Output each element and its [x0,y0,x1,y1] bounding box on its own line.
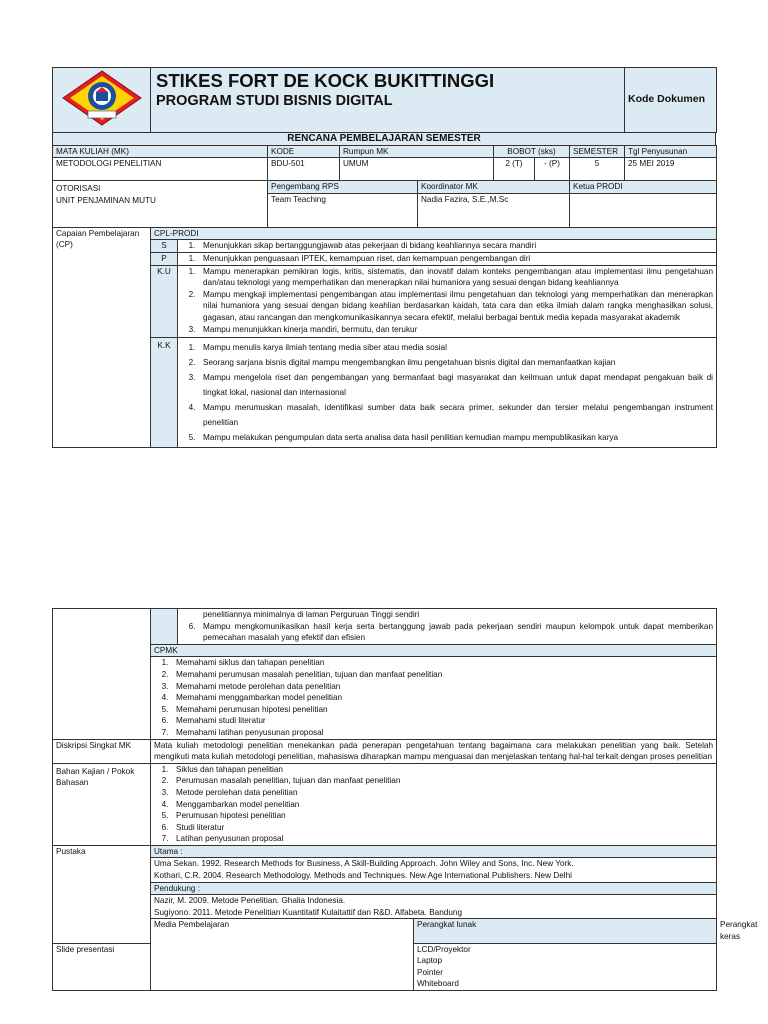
pustaka-pendukung-label: Pendukung : [151,882,717,895]
list-item-number: 5. [161,811,169,821]
list-item-number [181,609,203,621]
list-item-text: Studi literatur [176,822,225,832]
list-item-number: 2. [188,358,196,368]
detail-table: Diskripsi Singkat MK Mata kuliah metodologi penelitian menekankan pada penerapan pengetahuan tentang bagaimana cara melakukan penelitian yang baik. Setelah mengikuti mata kuliah metodologi penelitian, mahasiswa diharapkan mampu menguasai dan menjelaskan tentang hal-hal terkait dengan proses penelitian Bahan Kajian / Pokok Bahasan 1. Siklus dan tahapan penelitian 2. Perumusan masalah penelitian, tujuan dan manfaat penelitian 3. Metode perolehan data penelitian 4. Menggambarkan model penelitian 5. Perumusan hipotesi penelitian 6. Studi literatur 7. Latihan penyusunan proposal Pustaka Utama : Uma Sekan. 1992. Research Methods for Business, A Skill-Building Approach. John Wiley and Sons, Inc. New York. Kothari, C.R. 2004. Research Methodology. Methods and Techniques. New Age International Publishers. New Delhi Pendukung : Nazir, M. 2009. Metode Penelitian. Ghalia Indonesia. Sugiyono. 2011. Metode Penelitian Kuantitatif Kulaitattif dan R&D. Alfabeta. Bandung Media Pembelajaran Perangkat lunak Perangkat keras Slide presentasi LCD/Proyektor Laptop Pointer Whiteboard [52,739,717,991]
list-item-text: Mampu menulis karya ilmiah tentang media siber atau media sosial [203,343,447,353]
pustaka-utama-1: Uma Sekan. 1992. Research Methods for Business, A Skill-Building Approach. John Wiley and Sons, Inc. New York. [154,859,574,869]
list-item-number: 5. [188,433,196,443]
label-semester: SEMESTER [570,145,625,158]
list-item [154,787,713,799]
value-rumpun: UMUM [340,158,494,181]
otorisasi-unit: UNIT PENJAMINAN MUTU [56,195,156,205]
list-item-text: Memahami perumusan masalah penelitian, tujuan dan manfaat penelitian [176,669,443,679]
value-pengembang: Team Teaching [268,193,418,227]
media-keras-cell [414,943,717,990]
doc-code-label: Kode Dokumen [625,68,717,133]
list-item-text: Memahami metode perolehan data penelitian [176,681,341,691]
program-name: PROGRAM STUDI BISNIS DIGITAL [156,93,393,109]
list-item-number: 4. [161,693,169,703]
list-item-number: 1. [161,658,169,668]
ku-label: K.U [151,265,178,338]
cp-table [52,227,717,448]
media-keras-1: LCD/Proyektor [417,944,471,954]
list-item-text: Mampu mengkomunikasikan hasil kerja serta bertanggung jawab pada pekerjaan sendiri maupun kelompok untuk dapat memberikan pemecahan masalah yang efektif dan efisien [203,621,713,643]
institution-logo [62,70,142,126]
logo-cell [53,68,151,133]
list-item-text: Mampu menunjukkan kinerja mandiri, bermutu, dan terukur [203,324,418,334]
list-item-text: Memahami siklus dan tahapan penelitian [176,658,325,668]
label-tgl-penyusunan: Tgl Penyusunan [625,145,717,158]
media-label: Media Pembelajaran [151,919,414,991]
s-label: S [151,240,178,253]
list-item [154,681,713,693]
list-item-number: 3. [188,324,196,334]
deskripsi-text: Mata kuliah metodologi penelitian menekankan pada penerapan pengetahuan tentang bagaimana cara melakukan penelitian yang baik. Setelah mengikuti mata kuliah metodologi penelitian, mahasiswa diharapkan mampu menguasai dan menjelaskan tentang hal-hal terkait dengan proses penelitian [151,739,717,763]
list-item-number: 1. [188,266,196,276]
list-item-number: 5. [161,704,169,714]
label-mata-kuliah: MATA KULIAH (MK) [53,145,268,158]
header-table [52,67,717,133]
list-item-number: 6. [161,822,169,832]
pustaka-pendukung [151,895,717,919]
list-item-text: Mampu menerapkan pemikiran logis, kritis, sistematis, dan inovatif dalam konteks pengembangan atau implementasi ilmu pengetahuan dan/atau teknologi yang memperhatikan dan menerapkan nilai humaniora yang sesuai dengan bidang keahliannya [203,266,713,288]
pustaka-label: Pustaka [53,845,151,943]
list-item [181,289,713,324]
label-ketua: Ketua PRODI [570,181,717,194]
pustaka-pendukung-2: Sugiyono. 2011. Metode Penelitian Kuantitatif Kulaitattif dan R&D. Alfabeta. Bandung [154,907,462,917]
value-semester: 5 [570,158,625,181]
label-rumpun: Rumpun MK [340,145,494,158]
list-item-text: Menunjukkan penguasaan IPTEK, kemampuan riset, dan kemampuan pengembangan diri [203,253,531,263]
kk-list [181,340,713,445]
label-kode: KODE [268,145,340,158]
rps-title: RENCANA PEMBELAJARAN SEMESTER [53,132,716,145]
list-item [181,240,713,252]
rps-page-2 [52,608,758,991]
s-list [181,240,713,252]
value-bobot-p: - (P) [535,158,570,181]
list-item [181,430,713,445]
pustaka-utama [151,858,717,882]
p-list [181,253,713,265]
list-item [154,822,713,834]
list-item-number: 3. [188,373,196,383]
bahan-label: Bahan Kajian / Pokok Bahasan [53,763,151,845]
list-item [154,764,713,776]
value-mata-kuliah: METODOLOGI PENELITIAN [53,158,268,181]
list-item-number: 6. [161,716,169,726]
list-item [181,340,713,355]
list-item-text: Mampu mengkaji implementasi pengembangan atau implementasi ilmu pengetahuan dan teknologi yang memperhatikan dan menerapkan nilai humaniora yang sesuai dengan bidang keahlian berdasarkan kaidah, tata cara dan etika ilmiah dalam rangka menghasilkan solusi, gagasan, atau rancangan dan mengkomunikasikannya secara efektif, melalui berbagai bentuk media kepada masyarakat akademik [203,289,713,322]
list-item-text: penelitiannya minimalnya di laman Perguruan Tinggi sendiri [203,610,420,619]
cpmk-label: CPMK [151,645,716,658]
list-item [181,355,713,370]
list-item-text: Perumusan masalah penelitian, tujuan dan manfaat penelitian [176,776,401,786]
deskripsi-label: Diskripsi Singkat MK [53,739,151,763]
label-bobot: BOBOT (sks) [494,145,570,158]
list-item-number: 1. [188,253,196,263]
media-keras-4: Whiteboard [417,979,459,989]
list-item-number: 6. [188,621,196,631]
list-item [181,621,713,644]
pustaka-pendukung-1: Nazir, M. 2009. Metode Penelitian. Ghalia Indonesia. [154,896,346,906]
list-item-text: Menggambarkan model penelitian [176,799,300,809]
kk-cont-label [151,609,178,645]
list-item-number: 2. [161,669,169,679]
rps-page-1 [52,67,716,448]
list-item [181,266,713,289]
list-item [181,253,713,265]
list-item-text: Mampu melakukan pengumpulan data serta analisa data hasil penilitian kemudian mampu mempublikasikan karya [203,433,619,443]
list-item-text: Metode perolehan data penelitian [176,787,298,797]
list-item-number: 2. [161,776,169,786]
otorisasi-table [52,180,717,228]
list-item [181,324,713,336]
rps-title-table [52,132,716,146]
list-item [154,727,713,739]
list-item-number: 4. [161,799,169,809]
list-item [154,692,713,704]
list-item-text: Latihan penyusunan proposal [176,834,284,844]
list-item-number: 1. [188,241,196,251]
kk-label: K.K [151,338,178,448]
value-kode: BDU-501 [268,158,340,181]
list-item-number: 3. [161,787,169,797]
value-tgl-penyusunan: 25 MEI 2019 [625,158,717,181]
course-table [52,145,717,182]
list-item-number: 1. [161,764,169,774]
kk-cont-list [181,609,713,644]
cp-cont-label [53,609,151,740]
list-item [181,609,713,621]
list-item [154,669,713,681]
list-item [154,799,713,811]
media-keras-3: Pointer [417,967,443,977]
media-keras-2: Laptop [417,956,443,966]
media-lunak-label: Perangkat lunak [414,919,717,943]
list-item [154,657,713,669]
list-item-number: 4. [188,403,196,413]
list-item-text: Menunjukkan sikap bertanggungjawab atas pekerjaan di bidang keahliannya secara mandiri [203,241,537,251]
label-koordinator: Koordinator MK [418,181,570,194]
list-item-text: Mampu mengelola riset dan pengembangan yang bermanfaat bagi masyarakat dan keilmuan untuk dapat mendapat pengakuan baik di tingkat lokal, nasional dan internasional [203,373,713,398]
label-pengembang: Pengembang RPS [268,181,418,194]
pustaka-utama-label: Utama : [151,845,717,858]
cpl-prodi-label: CPL-PRODI [151,227,717,240]
institution-name: STIKES FORT DE KOCK BUKITTINGGI [156,70,495,91]
list-item-number: 1. [188,343,196,353]
pustaka-utama-2: Kothari, C.R. 2004. Research Methodology. Methods and Techniques. New Age International Publishers. New Delhi [154,871,572,881]
cp-cont-table [52,608,717,740]
list-item-text: Siklus dan tahapan penelitian [176,764,283,774]
bahan-list [154,764,713,845]
list-item [181,370,713,400]
list-item-text: Perumusan hipotesi penelitian [176,811,286,821]
media-lunak: Slide presentasi [53,943,151,990]
cpmk-list [151,657,716,738]
list-item-number: 2. [188,289,196,299]
cp-label: Capaian Pembelajaran (CP) [53,227,151,447]
p-label: P [151,252,178,265]
list-item-text: Memahami studi literatur [176,716,266,726]
cpmk-cell [151,644,717,739]
list-item [154,775,713,787]
list-item-text: Memahami perumusan hipotesi penelitian [176,704,328,714]
list-item-number: 3. [161,681,169,691]
list-item-number: 7. [161,834,169,844]
list-item [154,715,713,727]
value-ketua [570,193,717,227]
list-item [154,704,713,716]
header-title-cell [151,68,625,133]
list-item [154,810,713,822]
otorisasi-label: OTORISASI [56,184,101,194]
list-item-text: Memahami latihan penyusunan proposal [176,727,324,737]
otorisasi-cell [53,181,268,228]
value-bobot-t: 2 (T) [494,158,535,181]
list-item-text: Memahami menggambarkan model penelitian [176,693,343,703]
list-item-number: 7. [161,727,169,737]
list-item [181,400,713,430]
list-item-text: Mampu merumuskan masalah, identifikasi sumber data baik secara primer, sekunder dan tersier melalui pengembangan instrument penelitian [203,403,713,428]
value-koordinator: Nadia Fazira, S.E.,M.Sc [418,193,570,227]
list-item [154,833,713,845]
ku-list [181,266,713,336]
list-item-text: Seorang sarjana bisnis digital mampu mengembangkan ilmu pengetahuan bisnis digital dan memanfaatkan kajian [203,358,616,368]
